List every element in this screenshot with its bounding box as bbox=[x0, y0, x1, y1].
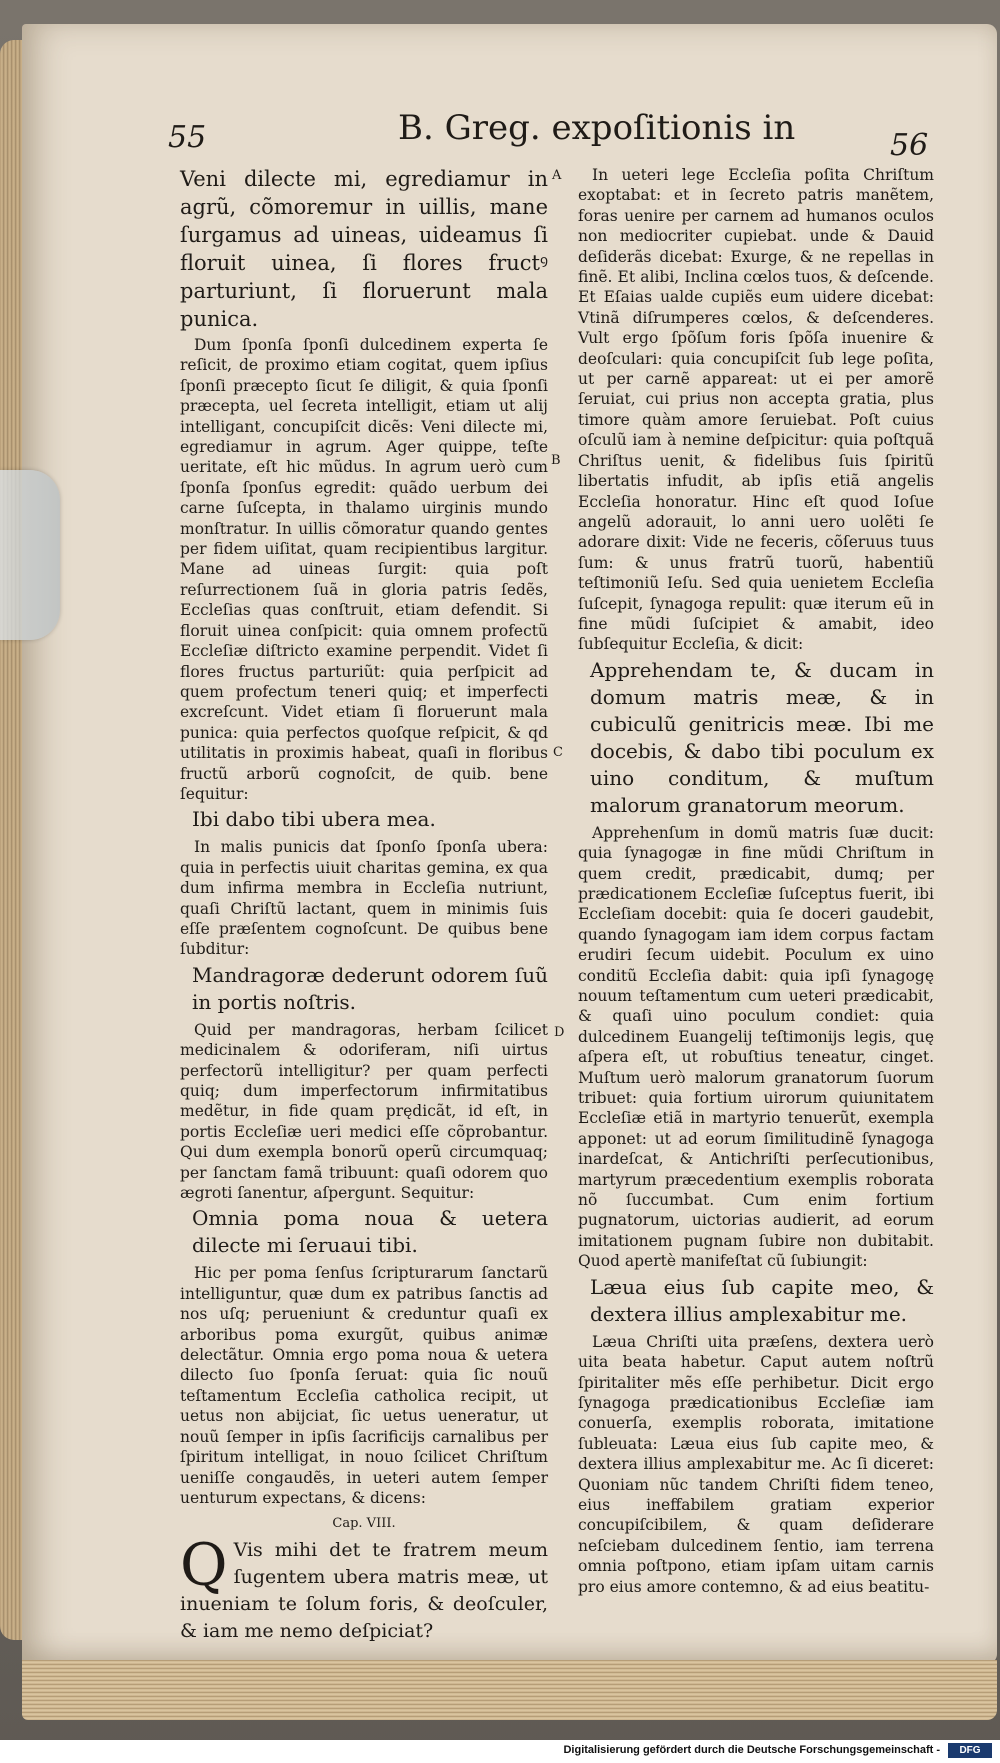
page-edges-bottom bbox=[22, 1660, 997, 1720]
margin-letter-c: C bbox=[553, 745, 563, 760]
margin-letter-a: A bbox=[552, 168, 562, 183]
commentary-paragraph: Hic per poma ſenſus ſcripturarum ſanctarũ intelliguntur, quæ dum ex patribus ſanctis ad nos uſq; perueniunt & creduntur quaſi ex arboribus poma exurgũt, quibus animæ delectãtur. Omnia ergo poma noua & uetera dilecto ſuo ſponſa ſeruat: quia ſic nouũ teſtamentum Eccleſia catholica recipit, ut uetus non abijciat, ſic uetus ueneratur, ut nouũ ſemper in ipſis ſacrificijs carnalibus per ſpiritum intelligat, in nouo ſcilicet Chriſtum ueniſſe congaudẽs, in ueteri autem ſemper uenturum expectans, & dicens: bbox=[180, 1264, 548, 1507]
verse-lemma: Ibi dabo tibi ubera mea. bbox=[192, 807, 436, 832]
verse-lead: Veni dilecte mi, egrediamur in agrũ, cõmoremur in uillis, mane ſurgamus ad uineas, uideamus ſi floruit uinea, ſi flores fructꝰ parturiunt, ſi floruerunt mala punica. bbox=[180, 167, 548, 331]
chapter-opening-text: Vis mihi det te fratrem meum ſugentem ubera matris meæ, ut inueniam te ſolum foris, & deoſculer, & iam me nemo deſpiciat? bbox=[180, 1538, 548, 1642]
commentary-paragraph: Apprehenſum in domũ matris ſuæ ducit: quia ſynagogæ in fine mũdi Chriſtum in quem credit, prædicabit, dumq; per prædicationem Eccleſiæ ſuſceptus fuerit, ibi Eccleſiam docebit: quia ſe doceri gaudebit, quando ſynagogam iam idem corpus factam erudiri ſecum uidebit. Poculum ex uino conditũ Eccleſia dabit: quia ipſi ſynagogę nouum teſtamentum cum ueteri prædicabit, & quaſi uino poculum condiet: quia dulcedinem Euangelij teſtimonijs legis, quę aſpera eſt, ut robuſtius teneatur, cinget. Muſtum uerò malorum granatorum ſuorum tribuet: quia fortium uirorum quiunitatem Eccleſiæ etiã in martyrio tenuerũt, exempla apponet: ut ad eorum ſimilitudinẽ ſynagoga inardeſcat, & Antichriſti perſecutionibus, martyrum præcedentium exemplis roborata nõ ſuccumbat. Cum enim fortium pugnatorum, uictorias audierit, ad eorum imitationem pugnam ſubire non dubitabit. Quod apertè manifeſtat cũ ſubiungit: bbox=[578, 823, 934, 1271]
verse-lemma: Mandragoræ dederunt odorem ſuũ in portis noſtris. bbox=[192, 962, 548, 1014]
right-column bbox=[578, 165, 934, 1599]
chapter-opening bbox=[180, 1530, 548, 1645]
margin-letter-b: B bbox=[551, 453, 561, 468]
dfg-logo: DFG bbox=[948, 1743, 992, 1758]
left-column bbox=[180, 165, 548, 1647]
right-page-number: 56 bbox=[890, 128, 929, 163]
clamp-icon bbox=[0, 470, 60, 640]
running-title: B. Greg. expoſitionis in bbox=[398, 108, 796, 148]
drop-capital: Q bbox=[180, 1530, 228, 1599]
verse-lemma: Omnia poma noua & uetera dilecte mi ſeruaui tibi. bbox=[192, 1206, 548, 1258]
commentary-paragraph: Quid per mandragoras, herbam ſcilicet medicinalem & odoriferam, niſi uirtus perfectorũ intelligitur? per quam perfecti quiq; dum imperfectorum infirmitatibus medẽtur, in fide quam prędicãt, id eſt, in portis Eccleſiæ ueri medici eſſe cõprobantur. Qui dum exempla bonorũ operũ circumquaq; per ſanctam famã tribuunt: quaſi odorem quo ægroti ſanentur, aſpergunt. Sequitur: bbox=[180, 1020, 548, 1203]
chapter-heading: Cap. VIII. bbox=[332, 1516, 396, 1532]
commentary-paragraph: Dum ſponſa ſponſi dulcedinem experta ſe reſicit, de proximo etiam cogitat, quem ipſius ſponſi præcepto ſicut ſe diligit, & quia ſponſi præcepta, uel ſecreta intelligit, etiam ut alij intelligant, concupiſcit dicẽs: Veni dilecte mi, egrediamur in agrum. Ager quippe, teſte ueritate, eſt hic mũdus. In agrum uerò cum ſponſa ſponſus egredit: quãdo uerbum dei carne ſuſcepta, in thalamo uirginis mundo monſtratur. In uillis cõmoratur quando gentes per fidem uiſitat, quam recipientibus largitur. Mane ad uineas ſurgit: quia poſt reſurrectionem ſuã in gloria patris ſedẽs, Eccleſias quas conſtruit, etiam defendit. Si floruit uinea conſpicit: quia omnem profectũ Eccleſiæ diſtricto examine perpendit. Videt ſi flores fructus parturiũt: quia perſpicit ad quem profectum teneri quiq; et imperfecti excreſcunt. Videt etiam ſi floruerunt mala punica: quia perfectos quoſque reſpicit, & qd utilitatis in proximis habeat, quaſi in floribus fructũ arborũ cognoſcit, de quib. bene ſequitur: bbox=[180, 336, 548, 803]
footer-bar bbox=[0, 1740, 1000, 1763]
commentary-paragraph: In malis punicis dat ſponſo ſponſa ubera: quia in perfectis uiuit charitas gemina, ex qua dum infirma membra in Eccleſia nutriunt, quaſi Chriſtũ lactant, quem in minimis ſuis eſſe præſentem cognoſcunt. De quibus bene ſubditur: bbox=[180, 838, 548, 959]
margin-letter-d: D bbox=[554, 1025, 565, 1040]
verse-lemma: Læua eius ſub capite meo, & dextera illius amplexabitur me. bbox=[590, 1274, 934, 1326]
funding-credit: Digitalisierung gefördert durch die Deutsche Forschungsgemeinschaft - bbox=[563, 1744, 940, 1756]
commentary-paragraph: In ueteri lege Eccleſia poſita Chriſtum exoptabat: et in ſecreto patris manẽtem, foras uenire per carnem ad humanos oculos non mediocriter cupiebat. unde & Dauid deſiderãs dicebat: Exurge, & ne repellas in finẽ. Et alibi, Inclina cœlos tuos, & deſcende. Et Eſaias ualde cupiẽs eum uidere dicebat: Vtinã diſrumperes cœlos, & deſcenderes. Vult ergo ſpõſum foris ſpõſa inuenire & deoſculari: quia concupiſcit ſub lege poſita, ut per carnẽ appareat: ut ei per amorẽ ſeruiat, cui prius non accepta gratia, plus timore quàm amore ſeruiebat. Poſt cuius oſculũ iam à nemine deſpicitur: quia poſtquã Chriſtus uenit, & fidelibus ſuis ſpiritũ libertatis infudit, ab ipſis etiã angelis Eccleſia honoratur. Hinc eſt quod Ioſue angelũ adorauit, lo anni uero uolẽti ſe adorare dixit: Vide ne feceris, cõſeruus tuus ſum: & unus fratrũ tuorũ, habentiũ teſtimoniũ Ieſu. Sed quia uenietem Eccleſia ſuſcepit, ſynagoga repulit: quæ iterum eũ in fine mũdi ſuſcipiet & amabit, ideo ſubſequitur Eccleſia, & dicit: bbox=[578, 166, 934, 654]
commentary-paragraph: Læua Chriſti uita præſens, dextera uerò uita beata habetur. Caput autem noſtrũ ſpiritaliter mẽs eſſe perhibetur. Dicit ergo ſynagoga prædicationibus Eccleſiæ iam conuerſa, exemplis roborata, imitatione ſubleuata: Læua eius ſub capite meo, & dextera illius amplexabitur me. Ac ſi diceret: Quoniam nũc tandem Chriſti fidem teneo, eius ineffabilem gratiam experior concupiſcibilem, & quam deſiderare neſciebam dulcedinem ſentio, iam terrena omnia poſtpono, etiam ipſam uitam carnis pro eius amore contemno, & ad eius beatitu- bbox=[578, 1332, 934, 1596]
verse-lemma: Apprehendam te, & ducam in domum matris meæ, & in cubiculũ genitricis meæ. Ibi me docebis, & dabo tibi poculum ex uino conditum, & muſtum malorum granatorum meorum. bbox=[590, 657, 934, 817]
left-page-number: 55 bbox=[168, 120, 207, 155]
